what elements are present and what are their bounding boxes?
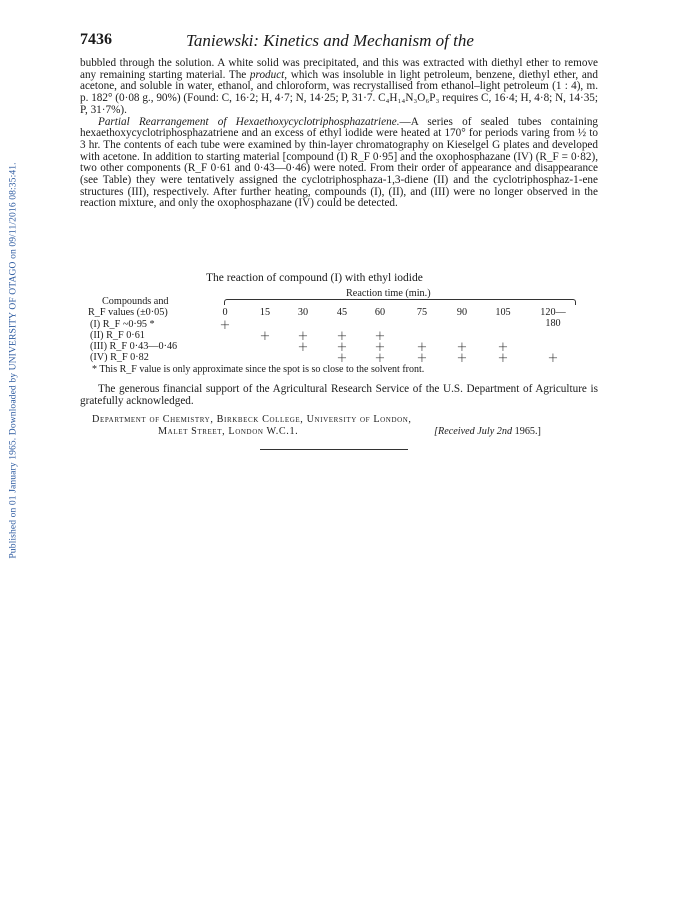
presence-mark: + [259,329,271,344]
paragraph-product-text-a: bubbled through the solution. A white solid was precipitated, and this was extracted with diethyl ether to remove any remaining starting material. The [80,57,598,81]
compound-label: (III) R_F 0·43—0·46 [90,341,178,352]
paragraph-rearrangement-text: —A series of sealed tubes containing hexaethoxycyclotriphosphazatriene and an excess of ethyl iodide were heated at 170° for periods varing from ½ to 3 hr. The contents of each tube were examined by thin-layer chromatography on Kieselgel G plates and developed with acetone. In addition to starting material [compound (I) R_F 0·95] and the oxophosphazane (IV) (R_F = 0·82), two other components (R_F 0·61 and 0·43—0·46) were noted. From their order of appearance and disappearance (see Table) they were tentatively assigned the cyclotriphosphaza-1,3-diene (II) and the cyclotriphosphaz-1-ene structures (III), respectively. After further heating, compounds (I), (II), and (III) were no longer observed in the reaction mixture, and only the oxophosphazane (IV) could be detected. [80,115,599,210]
presence-mark: + [416,340,428,355]
end-rule [260,449,408,450]
presence-mark: + [374,329,386,344]
compound-label: (I) R_F ~0·95 * [90,319,155,330]
address-line-1: Department of Chemistry, Birkbeck College, University of London, [92,414,412,425]
presence-mark: + [336,329,348,344]
presence-mark: + [497,351,509,366]
column-header: 105 [495,307,511,318]
received-year: 1965.] [512,426,541,437]
presence-mark: + [297,340,309,355]
column-brace [224,299,576,305]
column-header: 0 [222,307,228,318]
column-header: 15 [259,307,271,318]
presence-mark: + [336,351,348,366]
column-header: 60 [374,307,386,318]
running-title: Taniewski: Kinetics and Mechanism of the [186,31,474,50]
column-header: 45 [336,307,348,318]
page-number: 7436 [80,31,112,48]
table-caption: The reaction of compound (I) with ethyl iodide [206,272,423,284]
received-date-text: July 2nd [477,426,513,437]
received-prefix: [Received [434,426,478,437]
presence-mark: + [374,340,386,355]
table-footnote: * This R_F value is only approximate since the spot is so close to the solvent front. [92,364,425,375]
row-header-line2: R_F values (±0·05) [88,307,168,318]
download-watermark [6,140,20,580]
address-line-2: Malet Street, London W.C.1. [158,426,299,437]
page-header [80,31,600,51]
column-header: 30 [297,307,309,318]
reaction-table [80,285,598,366]
reaction-time-label: Reaction time (min.) [346,288,431,299]
column-header: 90 [456,307,468,318]
presence-mark: + [547,351,559,366]
column-header: 75 [416,307,428,318]
presence-mark: + [456,340,468,355]
section-title: Partial Rearrangement of Hexaethoxycyclotriphosphazatriene. [98,115,400,128]
download-watermark-text: Published on 01 January 1965. Downloaded by UNIVERSITY OF OTAGO on 09/11/2016 08:35:41. [7,161,19,559]
compound-label: (IV) R_F 0·82 [90,352,149,363]
column-header: 120—180 [540,307,566,329]
paragraph-product [80,58,598,117]
presence-mark: + [374,351,386,366]
presence-mark: + [336,340,348,355]
presence-mark: + [297,329,309,344]
presence-mark: + [456,351,468,366]
acknowledgement: The generous financial support of the Agricultural Research Service of the U.S. Department of Agriculture is gratefully acknowledged. [80,383,598,407]
row-header-line1: Compounds and [102,296,169,307]
presence-mark: + [497,340,509,355]
presence-mark: + [416,351,428,366]
article-body [80,58,598,210]
presence-mark: + [219,318,231,333]
compound-label: (II) R_F 0·61 [90,330,145,341]
paragraph-product-text-b: , which was insoluble in light petroleum, benzene, diethyl ether, and acetone, and soluble in water, ethanol, and chloroform, was recrystallised from ethanol–light petroleum (1 : 4), m. p. 182° (0·08 g., 90%) (Found: C, 16·2; H, 4·7; N, 14·25; P, 31·7. C₄H₁₄N₃O₆P₃ requires C, 16·4; H, 4·8; N, 14·35; P, 31·7%). [80,68,598,116]
product-term: product [249,68,285,81]
paragraph-rearrangement [80,117,598,211]
received-date [434,426,541,437]
